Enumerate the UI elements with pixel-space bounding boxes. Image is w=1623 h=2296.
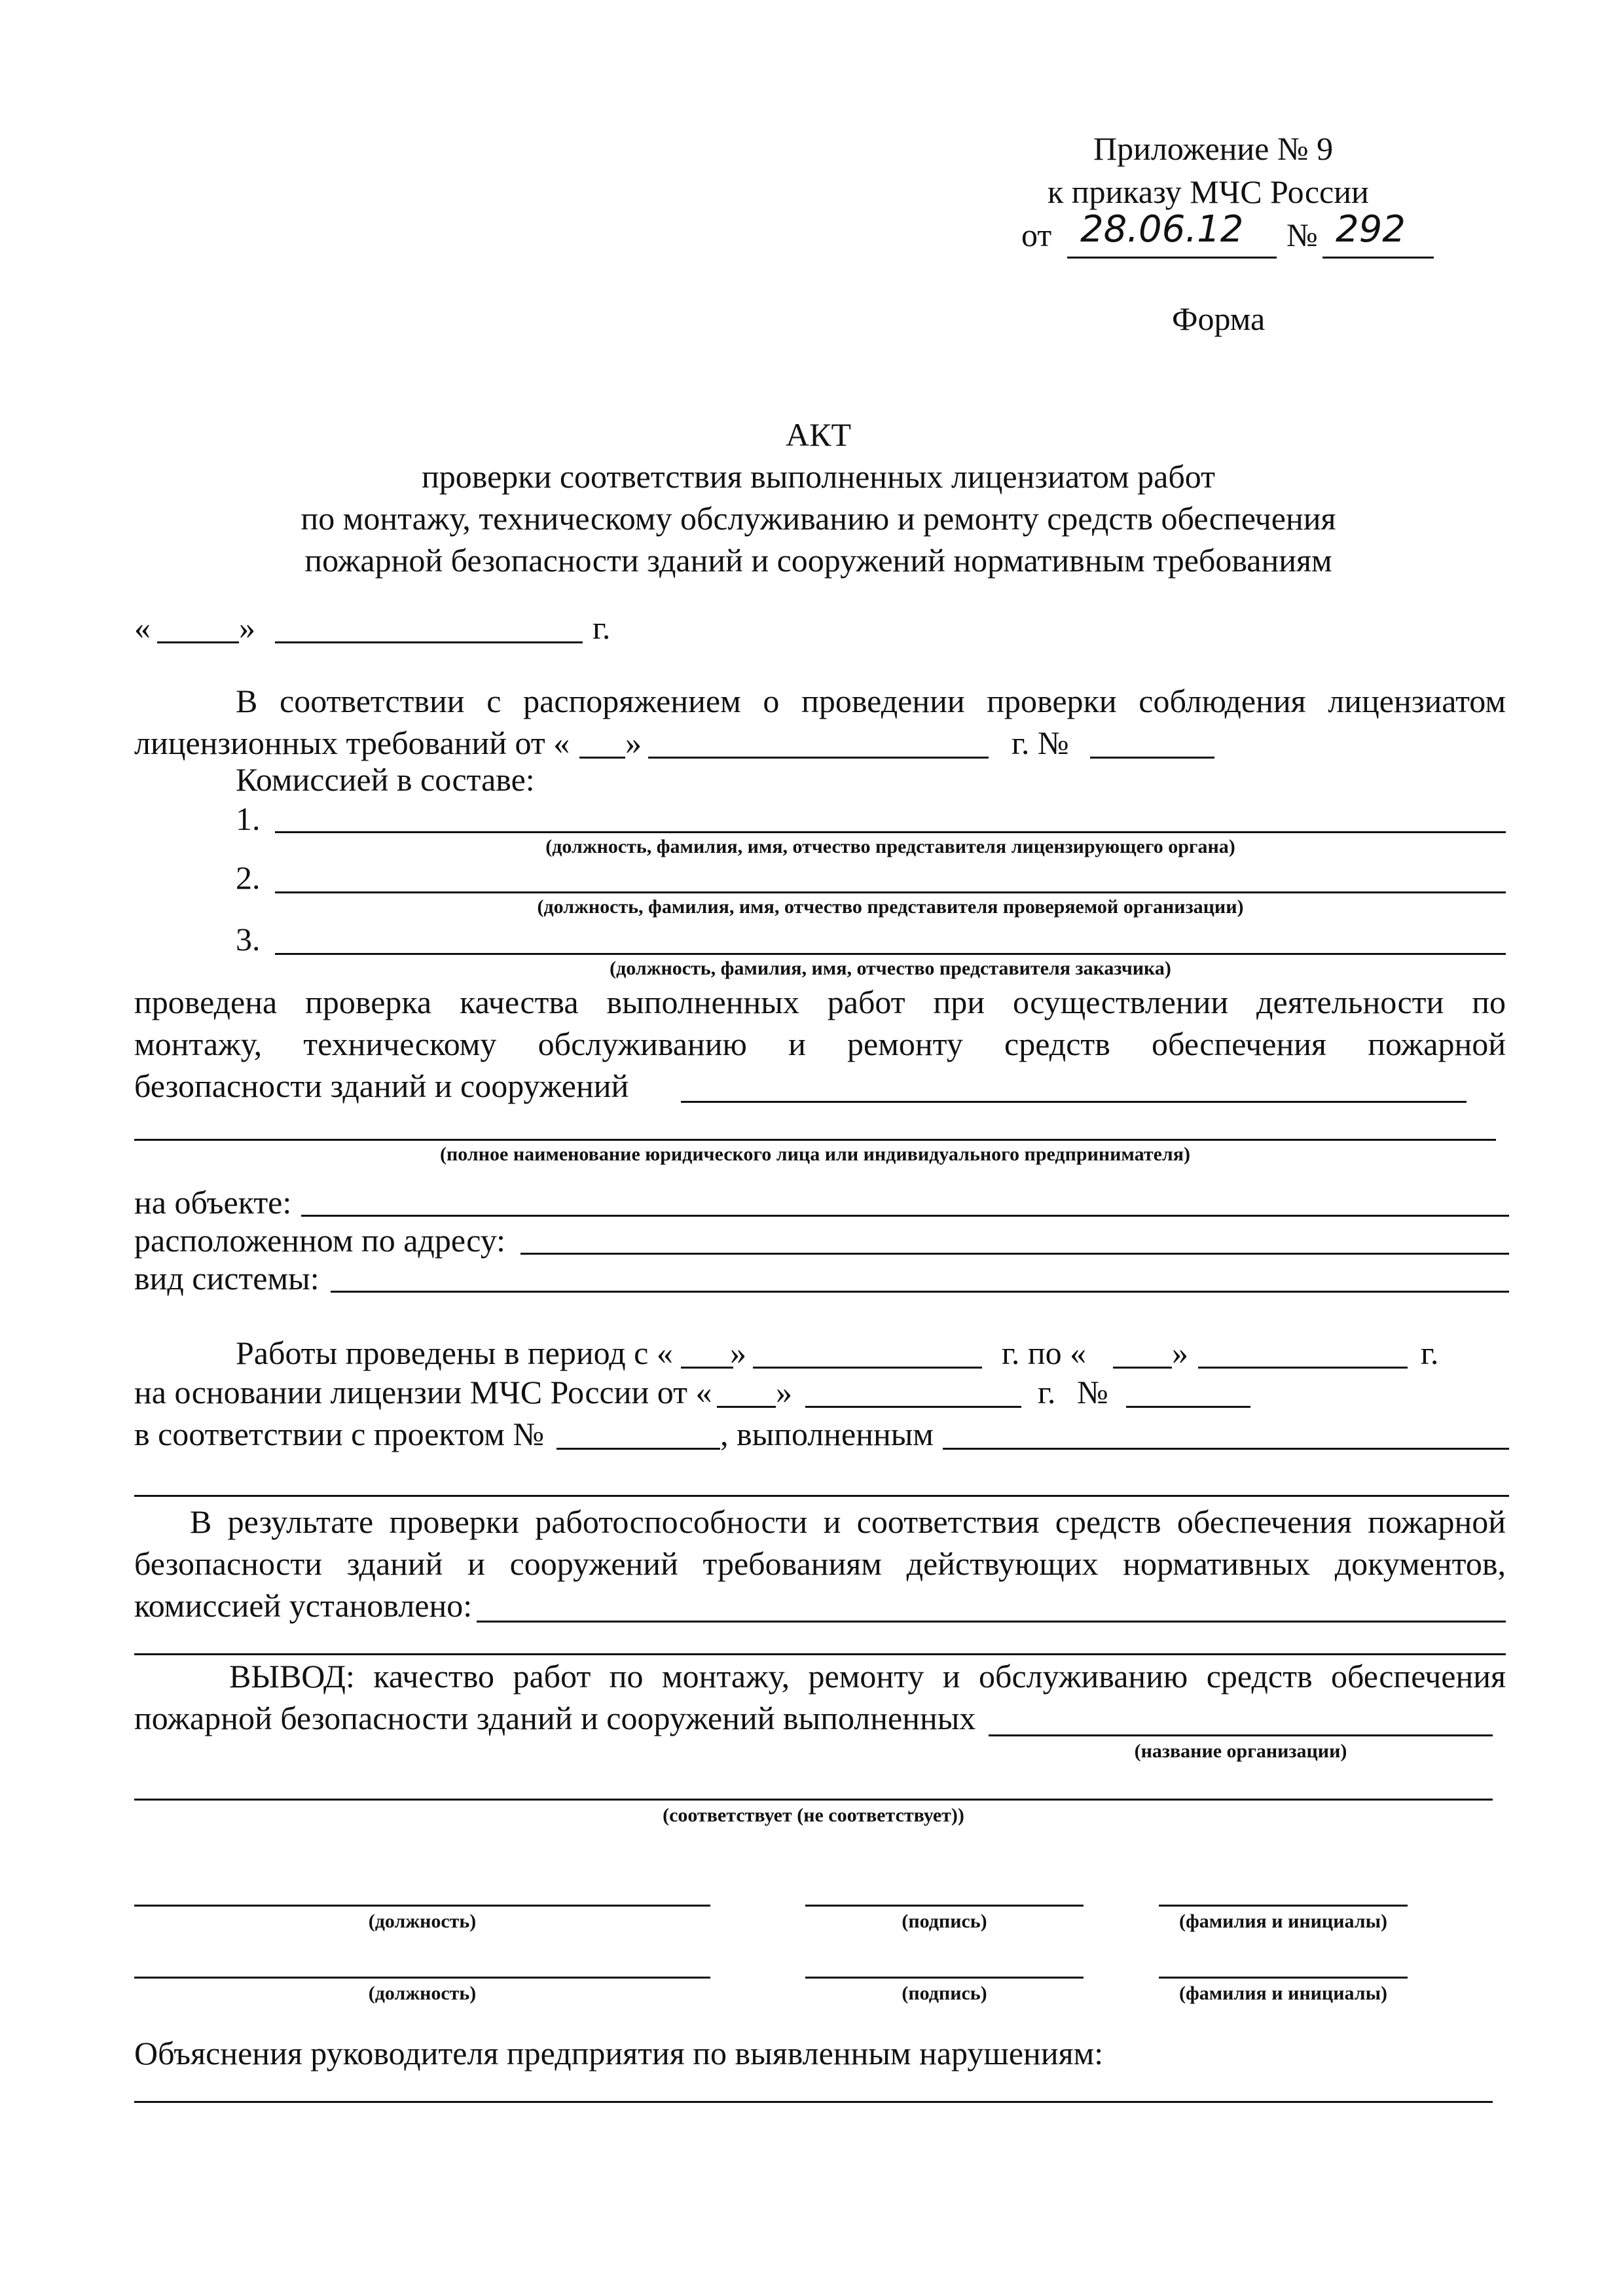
result-line3: комиссией установлено: (134, 1587, 473, 1624)
license-number-label: № (1077, 1374, 1108, 1410)
license-label: на основании лицензии МЧС России от « (134, 1374, 712, 1410)
inspection-line3: безопасности зданий и сооружений (134, 1067, 629, 1104)
intro-line2-b: » (625, 725, 642, 761)
signer2-position-field[interactable] (134, 1977, 710, 1979)
period-year-label: г. (1421, 1335, 1439, 1371)
act-subtitle-line1: проверки соответствия выполненных лицензиатом работ (422, 458, 1215, 495)
period-end-month-field[interactable] (1198, 1367, 1408, 1369)
system-label: вид системы: (134, 1260, 319, 1297)
intro-line2-c: г. № (1012, 725, 1069, 761)
signer2-name-caption: (фамилия и инициалы) (1178, 1982, 1388, 2004)
order-month-field[interactable] (648, 757, 989, 759)
inspection-line1: проведена проверка качества выполненных работ при осуществлении деятельности по (134, 984, 1506, 1020)
member1-caption: (должность, фамилия, имя, отчество представителя лицензирующего органа) (545, 836, 1235, 857)
order-date-label: от (1021, 217, 1052, 253)
signer1-name-field[interactable] (1159, 1905, 1408, 1907)
order-reference: к приказу МЧС России (1048, 173, 1369, 210)
period-quote1: » (730, 1335, 746, 1371)
signer1-signature-field[interactable] (805, 1905, 1084, 1907)
result-field[interactable] (477, 1621, 1506, 1623)
object-label: на объекте: (134, 1184, 292, 1221)
result-line1: В результате проверки работоспособности и соответствия средств обеспечения пожарной (190, 1503, 1506, 1540)
act-subtitle-line3: пожарной безопасности зданий и сооружений нормативным требованиям (304, 542, 1332, 579)
period-quote2: » (1172, 1335, 1188, 1371)
inspection-line2: монтажу, техническому обслуживанию и ремонту средств обеспечения пожарной (134, 1026, 1506, 1062)
order-day-field[interactable] (579, 757, 625, 759)
signer1-name-caption: (фамилия и инициалы) (1178, 1910, 1388, 1932)
member3-field[interactable] (275, 953, 1506, 955)
annex-number: Приложение № 9 (1093, 130, 1334, 167)
act-date-close-quote: » (239, 609, 255, 646)
entity-field-part2[interactable] (134, 1139, 1496, 1141)
order-date-line (1067, 257, 1277, 259)
period-start-day-field[interactable] (681, 1367, 733, 1369)
signer2-name-field[interactable] (1159, 1977, 1408, 1979)
signer1-position-caption: (должность) (368, 1910, 477, 1932)
status-caption: (соответствует (не соответствует)) (663, 1804, 964, 1826)
organization-field[interactable] (989, 1734, 1493, 1736)
act-title: АКТ (786, 416, 851, 453)
member2-field[interactable] (275, 891, 1506, 893)
period-start-month-field[interactable] (753, 1367, 982, 1369)
form-label: Форма (1172, 300, 1266, 337)
member3-caption: (должность, фамилия, имя, отчество представителя заказчика) (610, 958, 1171, 979)
license-quote: » (776, 1374, 792, 1410)
result-line2: безопасности зданий и сооружений требованиям действующих нормативных документов, (134, 1545, 1506, 1582)
object-field[interactable] (301, 1215, 1509, 1217)
explanations-label: Объяснения руководителя предприятия по выявленным нарушениям: (134, 2035, 1104, 2072)
member1-number: 1. (236, 800, 261, 837)
license-year-label: г. (1038, 1374, 1056, 1410)
signer2-signature-caption: (подпись) (902, 1982, 987, 2004)
system-field[interactable] (331, 1291, 1509, 1293)
act-date-open-quote: « (134, 609, 151, 646)
entity-caption: (полное наименование юридического лица или индивидуального предпринимателя) (440, 1143, 1190, 1165)
period-to-label: г. по « (1002, 1335, 1087, 1371)
license-number-field[interactable] (1126, 1406, 1250, 1408)
conclusion-line2: пожарной безопасности зданий и сооружений выполненных (134, 1700, 976, 1736)
license-day-field[interactable] (717, 1406, 776, 1408)
intro-line1: В соответствии с распоряжением о проведении проверки соблюдения лицензиатом (236, 683, 1506, 719)
member3-number: 3. (236, 921, 261, 958)
order-number-line (1322, 257, 1434, 259)
member1-field[interactable] (275, 831, 1506, 833)
act-year-label: г. (593, 609, 611, 646)
entity-field-part1[interactable] (681, 1101, 1467, 1103)
order-date-handwritten: 28.06.12 (1080, 208, 1244, 251)
result-field-2[interactable] (134, 1653, 1506, 1655)
signer1-position-field[interactable] (134, 1905, 710, 1907)
license-month-field[interactable] (805, 1406, 1021, 1408)
conclusion-line1: ВЫВОД: качество работ по монтажу, ремонту и обслуживанию средств обеспечения (229, 1658, 1506, 1695)
order-number-label: № (1286, 217, 1318, 253)
project-label: в соответствии с проектом № (134, 1416, 545, 1452)
intro-line2-a: лицензионных требований от « (134, 725, 570, 761)
act-day-field[interactable] (157, 641, 239, 643)
member2-caption: (должность, фамилия, имя, отчество представителя проверяемой организации) (537, 896, 1244, 918)
act-month-field[interactable] (275, 641, 583, 643)
signer1-signature-caption: (подпись) (902, 1910, 987, 1932)
period-label: Работы проведены в период с « (236, 1335, 673, 1371)
signer2-signature-field[interactable] (805, 1977, 1084, 1979)
commission-label: Комиссией в составе: (236, 761, 535, 798)
project-performed-label: , выполненным (720, 1416, 934, 1452)
organization-caption: (название организации) (1134, 1740, 1347, 1762)
order-number-field[interactable] (1090, 757, 1214, 759)
project-performer-field-2[interactable] (134, 1495, 1509, 1497)
address-label: расположенном по адресу: (134, 1222, 506, 1259)
status-field[interactable] (134, 1799, 1493, 1801)
member2-number: 2. (236, 859, 261, 896)
project-performer-field[interactable] (943, 1448, 1509, 1450)
order-number-handwritten: 292 (1336, 208, 1406, 251)
period-end-day-field[interactable] (1113, 1367, 1172, 1369)
signer2-position-caption: (должность) (368, 1982, 477, 2004)
explanations-field[interactable] (134, 2101, 1493, 2103)
address-field[interactable] (520, 1253, 1509, 1255)
project-number-field[interactable] (556, 1448, 720, 1450)
act-subtitle-line2: по монтажу, техническому обслуживанию и ремонту средств обеспечения (301, 500, 1336, 537)
